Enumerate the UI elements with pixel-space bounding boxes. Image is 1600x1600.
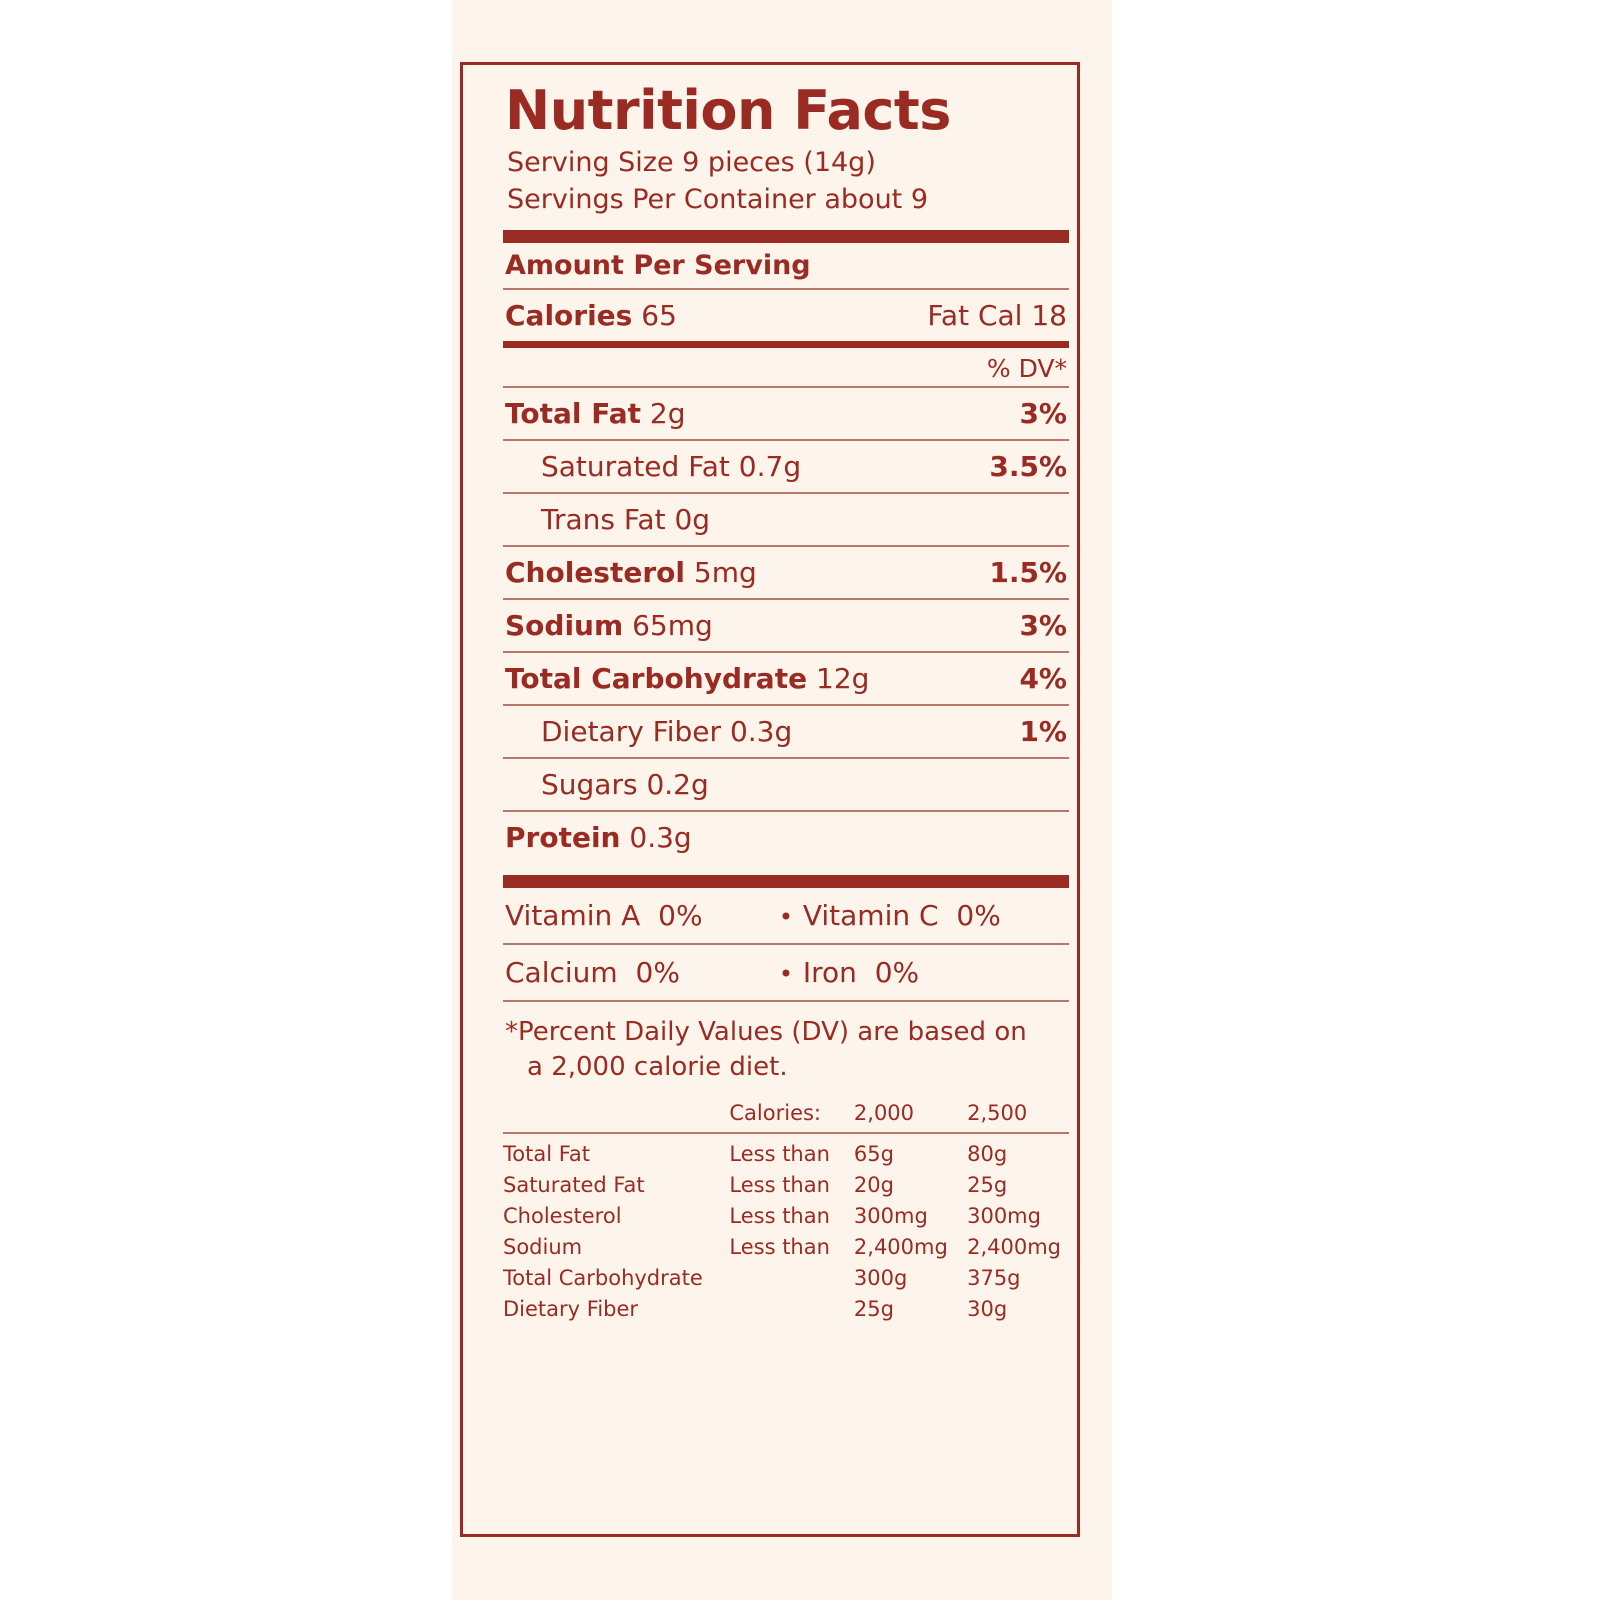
nutrient-name-amount — [505, 397, 686, 430]
nutrient-amount: 65mg — [632, 609, 713, 643]
nutrient-name-amount — [541, 503, 710, 536]
table-header-row — [503, 1097, 1069, 1133]
nutrient-name: Total Fat — [505, 397, 642, 431]
nutrient-name-amount — [541, 768, 709, 801]
table-row — [503, 1169, 1069, 1200]
divider-thick-top — [503, 230, 1069, 243]
row-name: Dietary Fiber — [503, 1297, 639, 1322]
nutrient-amount: 0.3g — [629, 821, 692, 855]
nutrient-row-sodium — [503, 600, 1069, 651]
row-name: Saturated Fat — [503, 1173, 645, 1198]
nutrient-row-total-fat — [503, 388, 1069, 439]
nutrient-name-amount — [541, 715, 792, 748]
nutrient-name: Sugars — [541, 768, 638, 802]
row-qualifier: Less than — [729, 1204, 830, 1229]
table-row — [503, 1231, 1069, 1262]
row-value-2500: 2,400mg — [967, 1235, 1061, 1260]
table-row — [503, 1133, 1069, 1169]
nutrient-name: Protein — [505, 821, 621, 855]
daily-value-header: % DV* — [986, 354, 1067, 384]
calcium-cell — [505, 956, 769, 989]
nutrient-row-cholesterol — [503, 547, 1069, 598]
fat-calories-label-and-value — [927, 299, 1067, 332]
page-title: Nutrition Facts — [505, 79, 951, 142]
vitamin-c-label: Vitamin C — [802, 899, 939, 933]
vitamin-row-2 — [503, 945, 1069, 1000]
daily-value-reference-table — [503, 1097, 1069, 1324]
calories-value: 65 — [641, 299, 677, 333]
table-row — [503, 1200, 1069, 1231]
nutrient-dv: 1% — [1019, 715, 1067, 749]
row-value-2000: 2,400mg — [853, 1235, 948, 1260]
nutrient-dv: 3.5% — [989, 450, 1067, 484]
nutrient-row-dietary-fiber — [503, 706, 1069, 757]
nutrient-amount: 0.2g — [646, 768, 709, 802]
header-2500: 2,500 — [967, 1101, 1028, 1126]
divider-thick-vitamins — [503, 875, 1069, 888]
calories-row — [503, 290, 1069, 341]
row-value-2000: 300mg — [853, 1204, 928, 1229]
vitamin-row-1 — [503, 888, 1069, 943]
header-calories: Calories: — [729, 1101, 822, 1126]
iron-label: Iron — [802, 956, 857, 990]
nutrient-name: Total Carbohydrate — [505, 662, 808, 696]
divider-below-calories — [503, 341, 1069, 348]
amount-per-serving-heading: Amount Per Serving — [505, 250, 811, 282]
bullet-separator-icon: • — [778, 903, 794, 932]
nutrient-amount: 2g — [649, 397, 686, 431]
servings-per-container-text: Servings Per Container about 9 — [507, 183, 929, 215]
row-value-2500: 300mg — [967, 1204, 1041, 1229]
row-value-2500: 30g — [967, 1297, 1008, 1322]
vitamin-a-label: Vitamin A — [505, 899, 641, 933]
iron-cell — [803, 956, 1067, 989]
nutrient-name: Trans Fat — [541, 503, 666, 537]
nutrient-row-protein — [503, 812, 1069, 863]
nutrient-name-amount — [505, 556, 757, 589]
row-value-2000: 65g — [854, 1133, 967, 1169]
nutrient-name: Sodium — [505, 609, 624, 643]
fat-cal-label: Fat Cal — [927, 299, 1023, 333]
daily-value-footnote — [503, 1002, 1069, 1089]
nutrient-dv: 3% — [1019, 397, 1067, 431]
nutrient-name: Cholesterol — [505, 556, 685, 590]
nutrient-amount: 0g — [674, 503, 711, 537]
header-2000: 2,000 — [853, 1101, 915, 1126]
serving-size-text: Serving Size 9 pieces (14g) — [507, 146, 876, 178]
row-value-2000: 25g — [853, 1297, 894, 1322]
nutrient-row-saturated-fat — [503, 441, 1069, 492]
footnote-line-2: a 2,000 calorie diet. — [527, 1052, 788, 1083]
nutrition-facts-content — [503, 79, 1069, 1324]
footnote-line-1: *Percent Daily Values (DV) are based on — [505, 1017, 1027, 1048]
nutrient-row-sugars — [503, 759, 1069, 810]
row-value-2500: 375g — [967, 1266, 1021, 1291]
row-name: Sodium — [503, 1235, 583, 1260]
nutrient-name-amount — [505, 821, 692, 854]
calcium-value: 0% — [635, 956, 680, 990]
nutrient-name-amount — [505, 662, 869, 695]
vitamin-c-value: 0% — [956, 899, 1001, 933]
nutrient-name: Dietary Fiber — [541, 715, 722, 749]
row-qualifier: Less than — [729, 1173, 830, 1198]
table-row — [503, 1262, 1069, 1293]
nutrient-amount: 0.7g — [738, 450, 802, 484]
nutrient-dv: 3% — [1019, 609, 1067, 643]
nutrient-dv: 4% — [1019, 662, 1067, 696]
nutrient-amount: 12g — [816, 662, 870, 696]
nutrition-facts-panel — [460, 62, 1080, 1537]
nutrient-name-amount — [505, 609, 713, 642]
nutrient-name-amount — [541, 450, 801, 483]
header-blank — [503, 1097, 729, 1133]
fat-cal-value: 18 — [1031, 299, 1067, 333]
calcium-label: Calcium — [505, 956, 618, 990]
row-name: Total Fat — [503, 1133, 729, 1169]
table-row — [503, 1293, 1069, 1324]
row-qualifier: Less than — [729, 1133, 854, 1169]
nutrient-amount: 0.3g — [729, 715, 793, 749]
row-name: Cholesterol — [503, 1204, 622, 1229]
nutrient-row-trans-fat — [503, 494, 1069, 545]
row-qualifier: Less than — [729, 1235, 830, 1260]
bullet-separator-icon: • — [778, 960, 794, 989]
row-name: Total Carbohydrate — [503, 1266, 703, 1291]
row-value-2500: 80g — [967, 1133, 1069, 1169]
calories-label: Calories — [505, 299, 633, 333]
row-qualifier — [729, 1293, 854, 1324]
row-value-2000: 20g — [853, 1173, 894, 1198]
calories-label-and-value — [505, 299, 677, 332]
row-value-2000: 300g — [853, 1266, 908, 1291]
nutrient-name: Saturated Fat — [541, 450, 730, 484]
iron-value: 0% — [874, 956, 920, 990]
nutrient-dv: 1.5% — [989, 556, 1067, 590]
row-qualifier — [729, 1262, 854, 1293]
nutrient-amount: 5mg — [693, 556, 757, 590]
nutrient-row-total-carbohydrate — [503, 653, 1069, 704]
row-value-2500: 25g — [967, 1173, 1008, 1198]
vitamin-a-cell — [505, 899, 769, 932]
vitamin-a-value: 0% — [658, 899, 703, 933]
vitamin-c-cell — [803, 899, 1067, 932]
